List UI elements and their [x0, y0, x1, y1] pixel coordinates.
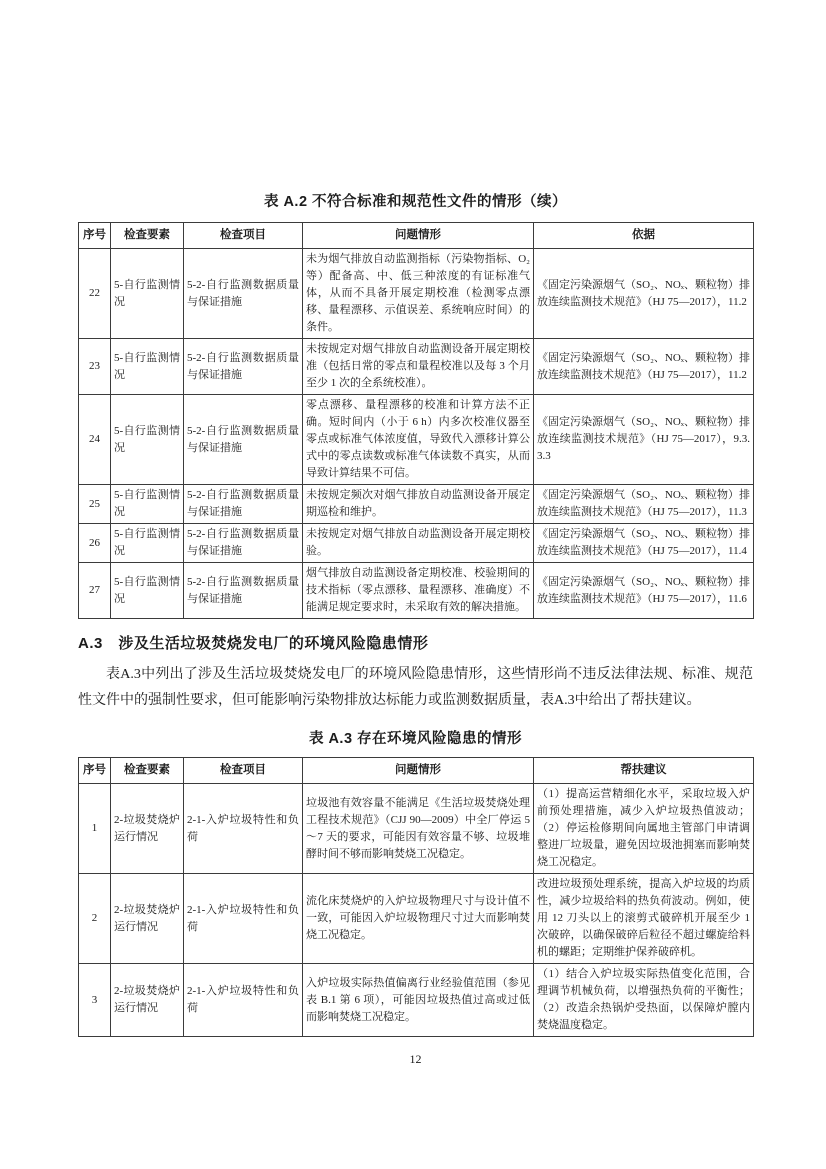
- table-cell: 5-2-自行监测数据质量与保证措施: [184, 563, 303, 619]
- table-a2-title: 表 A.2 不符合标准和规范性文件的情形（续）: [263, 194, 568, 210]
- table-cell: 2-1-入炉垃圾特性和负荷: [184, 874, 303, 964]
- column-header: 问题情形: [303, 758, 534, 784]
- table-cell: 2-垃圾焚烧炉运行情况: [111, 964, 184, 1037]
- table-cell: 5-自行监测情况: [111, 485, 184, 524]
- table-cell: 5-2-自行监测数据质量与保证措施: [184, 524, 303, 563]
- table-a3-header-row: [79, 758, 754, 784]
- table-cell: 改进垃圾预处理系统，提高入炉垃圾的均质性，减少垃圾给料的热负荷波动。例如，使用 12 刀头以上的滚剪式破碎机开展至少 1 次破碎，以确保破碎后粒径不超过螺旋给料机的螺距；定期维护保养破碎机。: [534, 874, 754, 964]
- table-cell: （1）提高运营精细化水平，采取垃圾入炉前预处理措施，减少入炉垃圾热值波动；（2）停运检修期间向属地主管部门申请调整进厂垃圾量，避免因垃圾池拥塞而影响焚烧工况稳定。: [534, 784, 754, 874]
- row-number-cell: 22: [79, 249, 111, 339]
- table-a2: [78, 222, 754, 619]
- section-a3-paragraph: 表A.3中列出了涉及生活垃圾焚烧发电厂的环境风险隐患情形，这些情形尚不违反法律法规、标准、规范性文件中的强制性要求，但可能影响污染物排放达标能力或监测数据质量，表A.3中给出了帮扶建议。: [78, 667, 753, 708]
- table-cell: 未按规定对烟气排放自动监测设备开展定期校验。: [303, 524, 534, 563]
- table-row: [79, 395, 754, 485]
- table-row: [79, 524, 754, 563]
- column-header: 帮扶建议: [534, 758, 754, 784]
- table-cell: 5-自行监测情况: [111, 249, 184, 339]
- table-cell: 未按规定频次对烟气排放自动监测设备开展定期巡检和维护。: [303, 485, 534, 524]
- table-cell: 入炉垃圾实际热值偏离行业经验值范围（参见表 B.1 第 6 项），可能因垃圾热值过高或过低而影响焚烧工况稳定。: [303, 964, 534, 1037]
- row-number-cell: 27: [79, 563, 111, 619]
- table-cell: 5-自行监测情况: [111, 524, 184, 563]
- table-cell: 未按规定对烟气排放自动监测设备开展定期校准（包括日常的零点和量程校准以及每 3 个月至少 1 次的全系统校准）。: [303, 339, 534, 395]
- table-cell: （1）结合入炉垃圾实际热值变化范围，合理调节机械负荷，以增强热负荷的平衡性；（2）改造余热锅炉受热面，以保障炉膛内焚烧温度稳定。: [534, 964, 754, 1037]
- row-number-cell: 3: [79, 964, 111, 1037]
- row-number-cell: 26: [79, 524, 111, 563]
- column-header: 序号: [79, 758, 111, 784]
- table-row: [79, 249, 754, 339]
- column-header: 序号: [79, 223, 111, 249]
- row-number-cell: 24: [79, 395, 111, 485]
- table-cell: 《固定污染源烟气（SO₂、NOₓ、颗粒物）排放连续监测技术规范》（HJ 75—2017），11.6: [534, 563, 754, 619]
- table-cell: 零点漂移、量程漂移的校准和计算方法不正确。短时间内（小于 6 h）内多次校准仪器至零点或标准气体浓度值，导致代入漂移计算公式中的零点读数或标准气体读数不真实，从而导致计算结果不可信。: [303, 395, 534, 485]
- row-number-cell: 2: [79, 874, 111, 964]
- table-row: [79, 874, 754, 964]
- column-header: 检查项目: [184, 223, 303, 249]
- table-cell: 烟气排放自动监测设备定期校准、校验期间的技术指标（零点漂移、量程漂移、准确度）不能满足规定要求时，未采取有效的解决措施。: [303, 563, 534, 619]
- page-number: 12: [409, 1052, 422, 1066]
- table-cell: 《固定污染源烟气（SO₂、NOₓ、颗粒物）排放连续监测技术规范》（HJ 75—2017），11.2: [534, 249, 754, 339]
- table-a3: [78, 757, 754, 1037]
- table-a2-header-row: [79, 223, 754, 249]
- row-number-cell: 25: [79, 485, 111, 524]
- row-number-cell: 23: [79, 339, 111, 395]
- table-cell: 2-1-入炉垃圾特性和负荷: [184, 784, 303, 874]
- column-header: 检查要素: [111, 758, 184, 784]
- row-number-cell: 1: [79, 784, 111, 874]
- table-cell: 流化床焚烧炉的入炉垃圾物理尺寸与设计值不一致，可能因入炉垃圾物理尺寸过大而影响焚烧工况稳定。: [303, 874, 534, 964]
- table-cell: 5-2-自行监测数据质量与保证措施: [184, 339, 303, 395]
- table-row: [79, 964, 754, 1037]
- column-header: 问题情形: [303, 223, 534, 249]
- table-row: [79, 339, 754, 395]
- table-cell: 《固定污染源烟气（SO₂、NOₓ、颗粒物）排放连续监测技术规范》（HJ 75—2017），11.2: [534, 339, 754, 395]
- column-header: 依据: [534, 223, 754, 249]
- table-cell: 5-2-自行监测数据质量与保证措施: [184, 249, 303, 339]
- table-cell: 未为烟气排放自动监测指标（污染物指标、O₂等）配备高、中、低三种浓度的有证标准气体，从而不具备开展定期校准（检测零点漂移、量程漂移、示值误差、系统响应时间）的条件。: [303, 249, 534, 339]
- table-row: [79, 784, 754, 874]
- table-row: [79, 563, 754, 619]
- table-cell: 垃圾池有效容量不能满足《生活垃圾焚烧处理工程技术规范》（CJJ 90—2009）中全厂停运 5～7 天的要求，可能因有效容量不够、垃圾堆酵时间不够而影响焚烧工况稳定。: [303, 784, 534, 874]
- table-cell: 5-2-自行监测数据质量与保证措施: [184, 485, 303, 524]
- column-header: 检查要素: [111, 223, 184, 249]
- table-cell: 5-自行监测情况: [111, 339, 184, 395]
- table-cell: 2-1-入炉垃圾特性和负荷: [184, 964, 303, 1037]
- table-cell: 2-垃圾焚烧炉运行情况: [111, 784, 184, 874]
- table-a3-title: 表 A.3 存在环境风险隐患的情形: [308, 731, 523, 747]
- table-cell: 《固定污染源烟气（SO₂、NOₓ、颗粒物）排放连续监测技术规范》（HJ 75—2017），9.3.3.3: [534, 395, 754, 485]
- column-header: 检查项目: [184, 758, 303, 784]
- table-cell: 《固定污染源烟气（SO₂、NOₓ、颗粒物）排放连续监测技术规范》（HJ 75—2017），11.4: [534, 524, 754, 563]
- table-row: [79, 485, 754, 524]
- table-cell: 《固定污染源烟气（SO₂、NOₓ、颗粒物）排放连续监测技术规范》（HJ 75—2017），11.3: [534, 485, 754, 524]
- table-cell: 2-垃圾焚烧炉运行情况: [111, 874, 184, 964]
- section-a3-heading: A.3 涉及生活垃圾焚烧发电厂的环境风险隐患情形: [78, 635, 429, 652]
- table-cell: 5-自行监测情况: [111, 563, 184, 619]
- table-cell: 5-2-自行监测数据质量与保证措施: [184, 395, 303, 485]
- table-cell: 5-自行监测情况: [111, 395, 184, 485]
